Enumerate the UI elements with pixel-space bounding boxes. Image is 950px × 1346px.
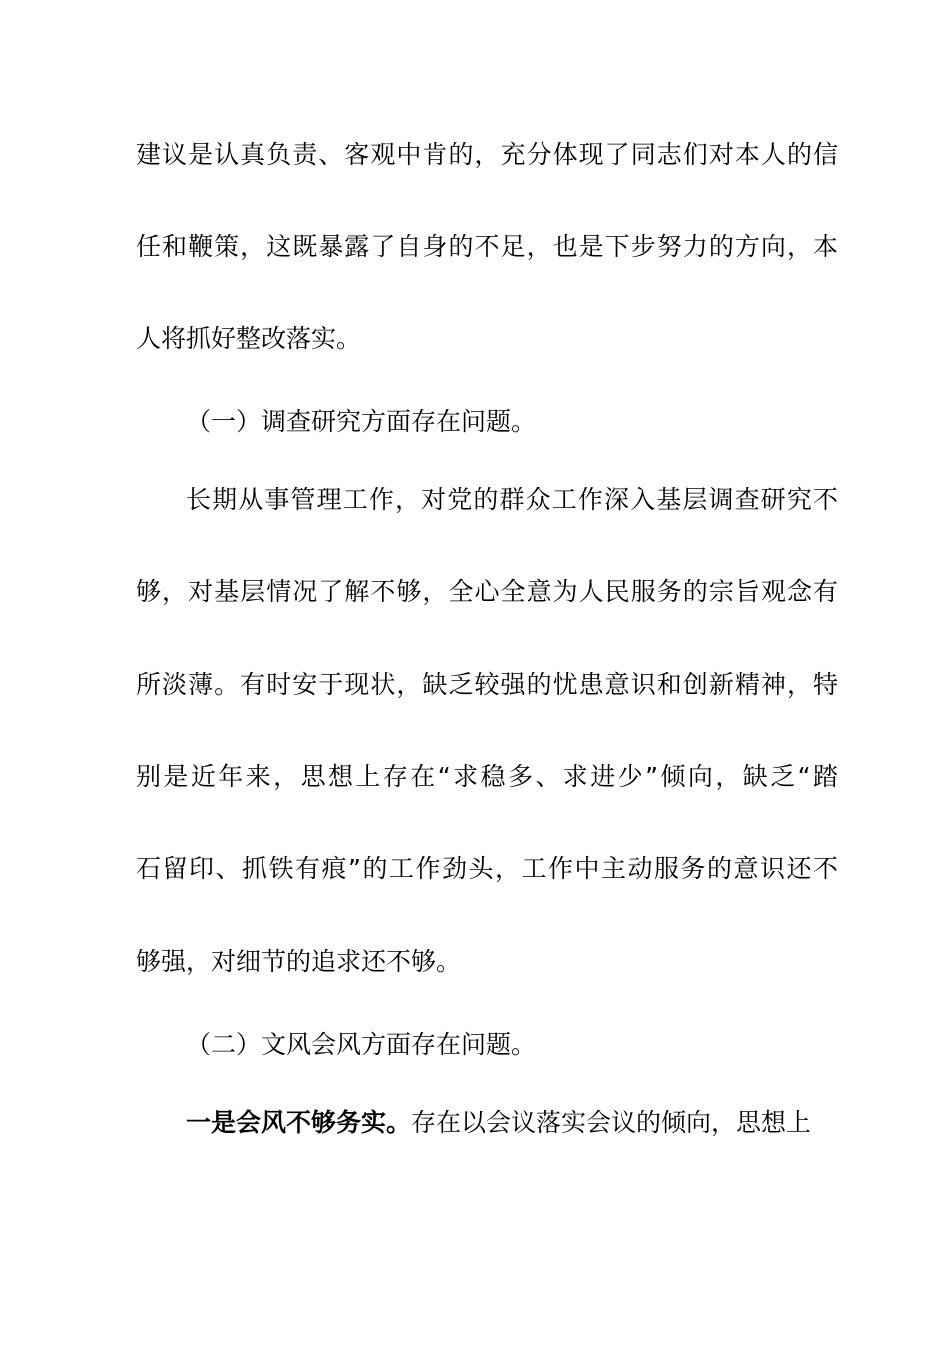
paragraph-3-line-1	[186, 1106, 838, 1140]
paragraph-1-line-1: 建议是认真负责、客观中肯的，充分体现了同志们对本人的信	[136, 140, 838, 169]
paragraph-2-line-2: 够，对基层情况了解不够，全心全意为人民服务的宗旨观念有	[136, 577, 838, 606]
paragraph-2-line-4: 别是近年来，思想上存在“求稳多、求进少”倾向，缺乏“踏	[136, 762, 838, 791]
paragraph-1-line-3: 人将抓好整改落实。	[136, 324, 362, 353]
section-heading-2: （二）文风会风方面存在问题。	[186, 1030, 537, 1059]
paragraph-2-line-5: 石留印、抓铁有痕”的工作劲头，工作中主动服务的意识还不	[136, 854, 838, 883]
paragraph-2-line-1: 长期从事管理工作，对党的群众工作深入基层调查研究不	[186, 485, 838, 514]
section-heading-1: （一）调查研究方面存在问题。	[186, 407, 537, 436]
paragraph-2-line-6: 够强，对细节的追求还不够。	[136, 947, 462, 976]
paragraph-1-line-2: 任和鞭策，这既暴露了自身的不足，也是下步努力的方向，本	[136, 232, 838, 261]
paragraph-2-line-3: 所淡薄。有时安于现状，缺乏较强的忧患意识和创新精神，特	[136, 670, 838, 699]
paragraph-3-text: 存在以会议落实会议的倾向，思想上	[411, 1108, 812, 1137]
paragraph-3-bold-lead: 一是会风不够务实。	[186, 1108, 412, 1137]
